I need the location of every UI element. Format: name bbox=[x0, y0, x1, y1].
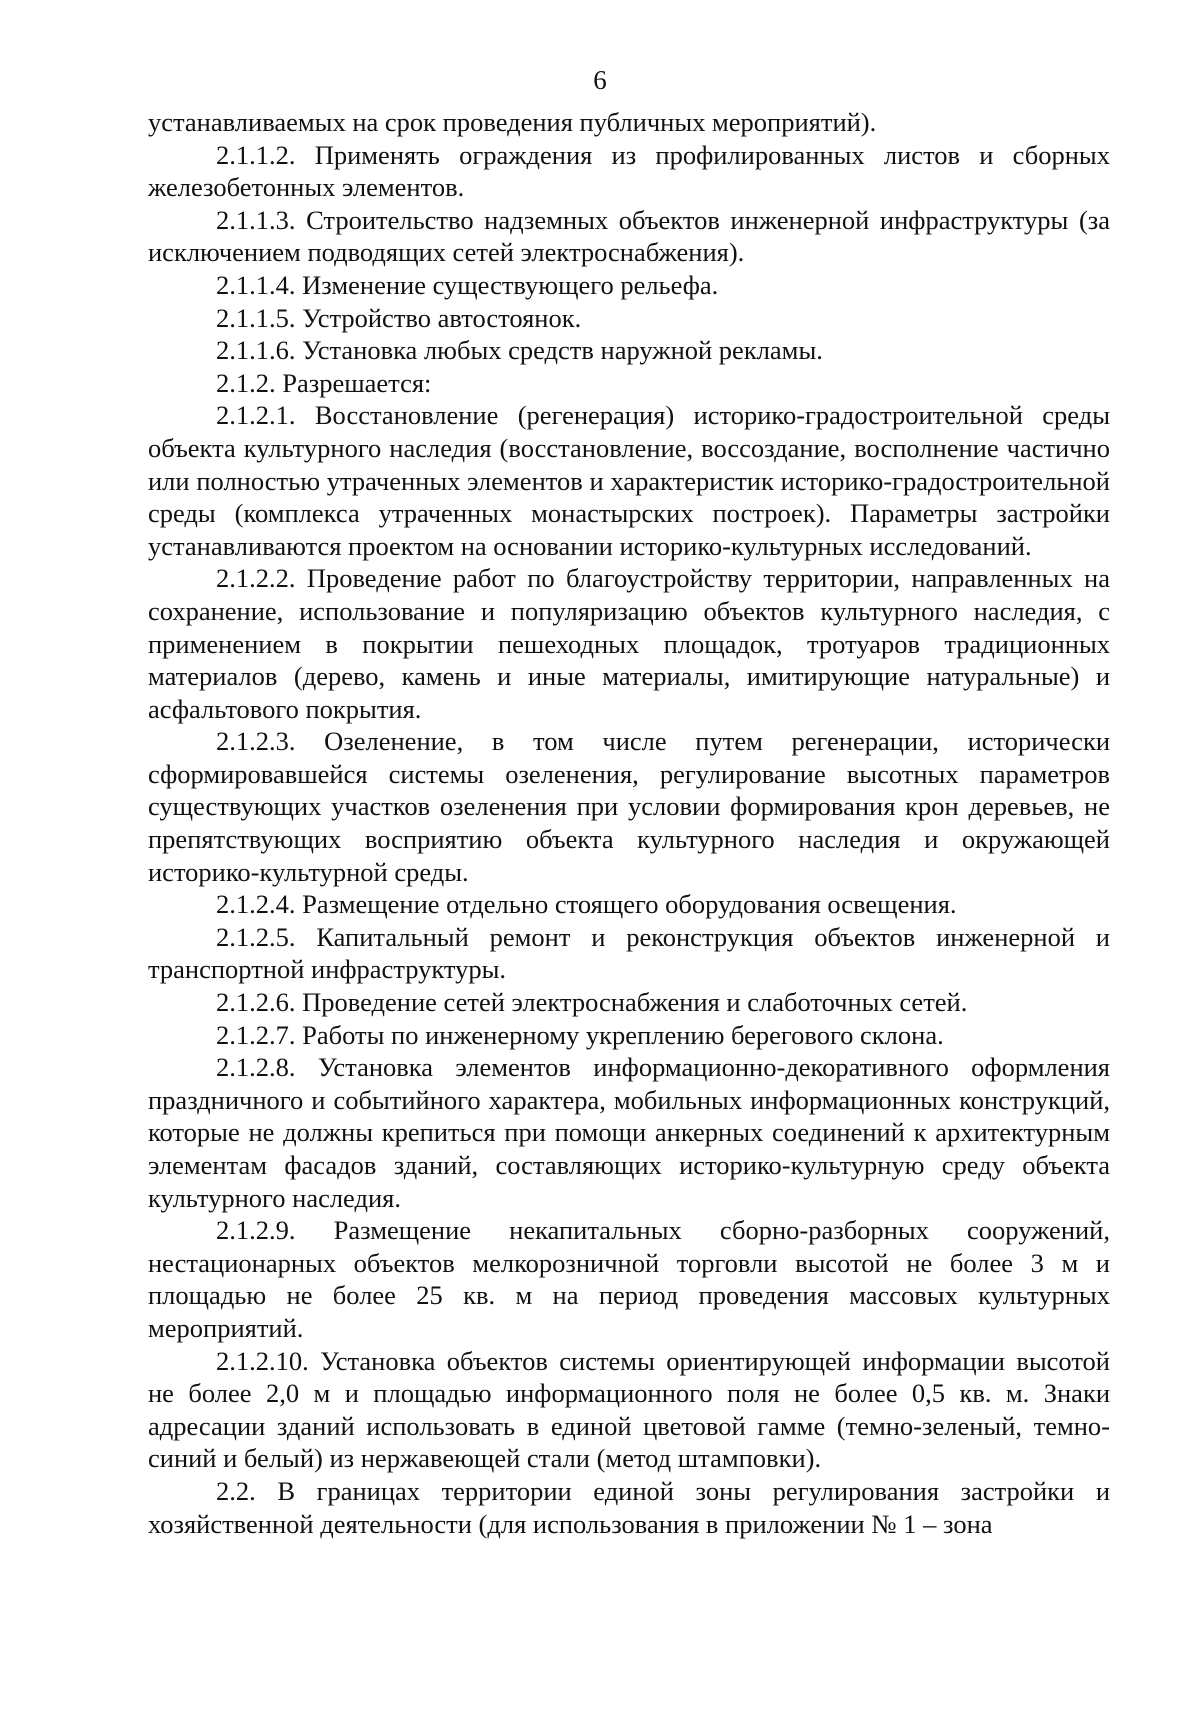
clause-2-1-2-8: 2.1.2.8. Установка элементов информационно-декоративного оформления праздничного и событийного характера, мобильных информационных конструкций, которые не должны крепиться при помощи анкерных соединений к архитектурным элементам фасадов зданий, составляющих историко-культурную среду объекта культурного наследия. bbox=[148, 1052, 1110, 1213]
paragraph-continuation: устанавливаемых на срок проведения публичных мероприятий). bbox=[148, 107, 877, 137]
clause-2-1-2-1: 2.1.2.1. Восстановление (регенерация) историко-градостроительной среды объекта культурного наследия (восстановление, воссоздание, восполнение частично или полностью утраченных элементов и характеристик историко-градостроительной среды (комплекса утраченных монастырских построек). Параметры застройки устанавливаются проектом на основании историко-культурных исследований. bbox=[148, 400, 1110, 561]
clause-2-1-2-9: 2.1.2.9. Размещение некапитальных сборно-разборных сооружений, нестационарных объектов мелкорозничной торговли высотой не более 3 м и площадью не более 25 кв. м на период проведения массовых культурных мероприятий. bbox=[148, 1215, 1110, 1343]
clause-2-1-2-5: 2.1.2.5. Капитальный ремонт и реконструкция объектов инженерной и транспортной инфраструктуры. bbox=[148, 921, 1110, 985]
clause-2-1-2-2: 2.1.2.2. Проведение работ по благоустройству территории, направленных на сохранение, использование и популяризацию объектов культурного наследия, с применением в покрытии пешеходных площадок, тротуаров традиционных материалов (дерево, камень и иные материалы, имитирующие натуральные) и асфальтового покрытия. bbox=[148, 563, 1110, 724]
clause-2-1-1-4: 2.1.1.4. Изменение существующего рельефа. bbox=[216, 269, 719, 300]
clause-2-1-2-6: 2.1.2.6. Проведение сетей электроснабжения и слаботочных сетей. bbox=[216, 987, 968, 1018]
clause-2-1-1-2: 2.1.1.2. Применять ограждения из профилированных листов и сборных железобетонных элементов. bbox=[148, 139, 1110, 203]
clause-2-1-2-3: 2.1.2.3. Озеленение, в том числе путем регенерации, исторически сформировавшейся системы озеленения, регулирование высотных параметров существующих участков озеленения при условии формирования крон деревьев, не препятствующих восприятию объекта культурного наследия и окружающей историко-культурной среды. bbox=[148, 726, 1110, 887]
clause-2-1-1-5: 2.1.1.5. Устройство автостоянок. bbox=[216, 302, 582, 333]
clause-2-1-2-4: 2.1.2.4. Размещение отдельно стоящего оборудования освещения. bbox=[216, 889, 957, 920]
clause-2-1-2: 2.1.2. Разрешается: bbox=[216, 367, 432, 398]
clause-2-1-1-3: 2.1.1.3. Строительство надземных объектов инженерной инфраструктуры (за исключением подводящих сетей электроснабжения). bbox=[148, 204, 1110, 268]
page-number: 6 bbox=[593, 65, 607, 95]
document-body bbox=[148, 106, 1110, 1540]
clause-2-1-2-7: 2.1.2.7. Работы по инженерному укреплению берегового склона. bbox=[216, 1019, 944, 1050]
clause-2-1-1-6: 2.1.1.6. Установка любых средств наружной рекламы. bbox=[216, 335, 823, 366]
clause-2-2: 2.2. В границах территории единой зоны регулирования застройки и хозяйственной деятельности (для использования в приложении № 1 – зона bbox=[148, 1475, 1110, 1539]
clause-2-1-2-10: 2.1.2.10. Установка объектов системы ориентирующей информации высотой не более 2,0 м и площадью информационного поля не более 0,5 кв. м. Знаки адресации зданий использовать в единой цветовой гамме (темно-зеленый, темно-синий и белый) из нержавеющей стали (метод штамповки). bbox=[148, 1345, 1110, 1474]
